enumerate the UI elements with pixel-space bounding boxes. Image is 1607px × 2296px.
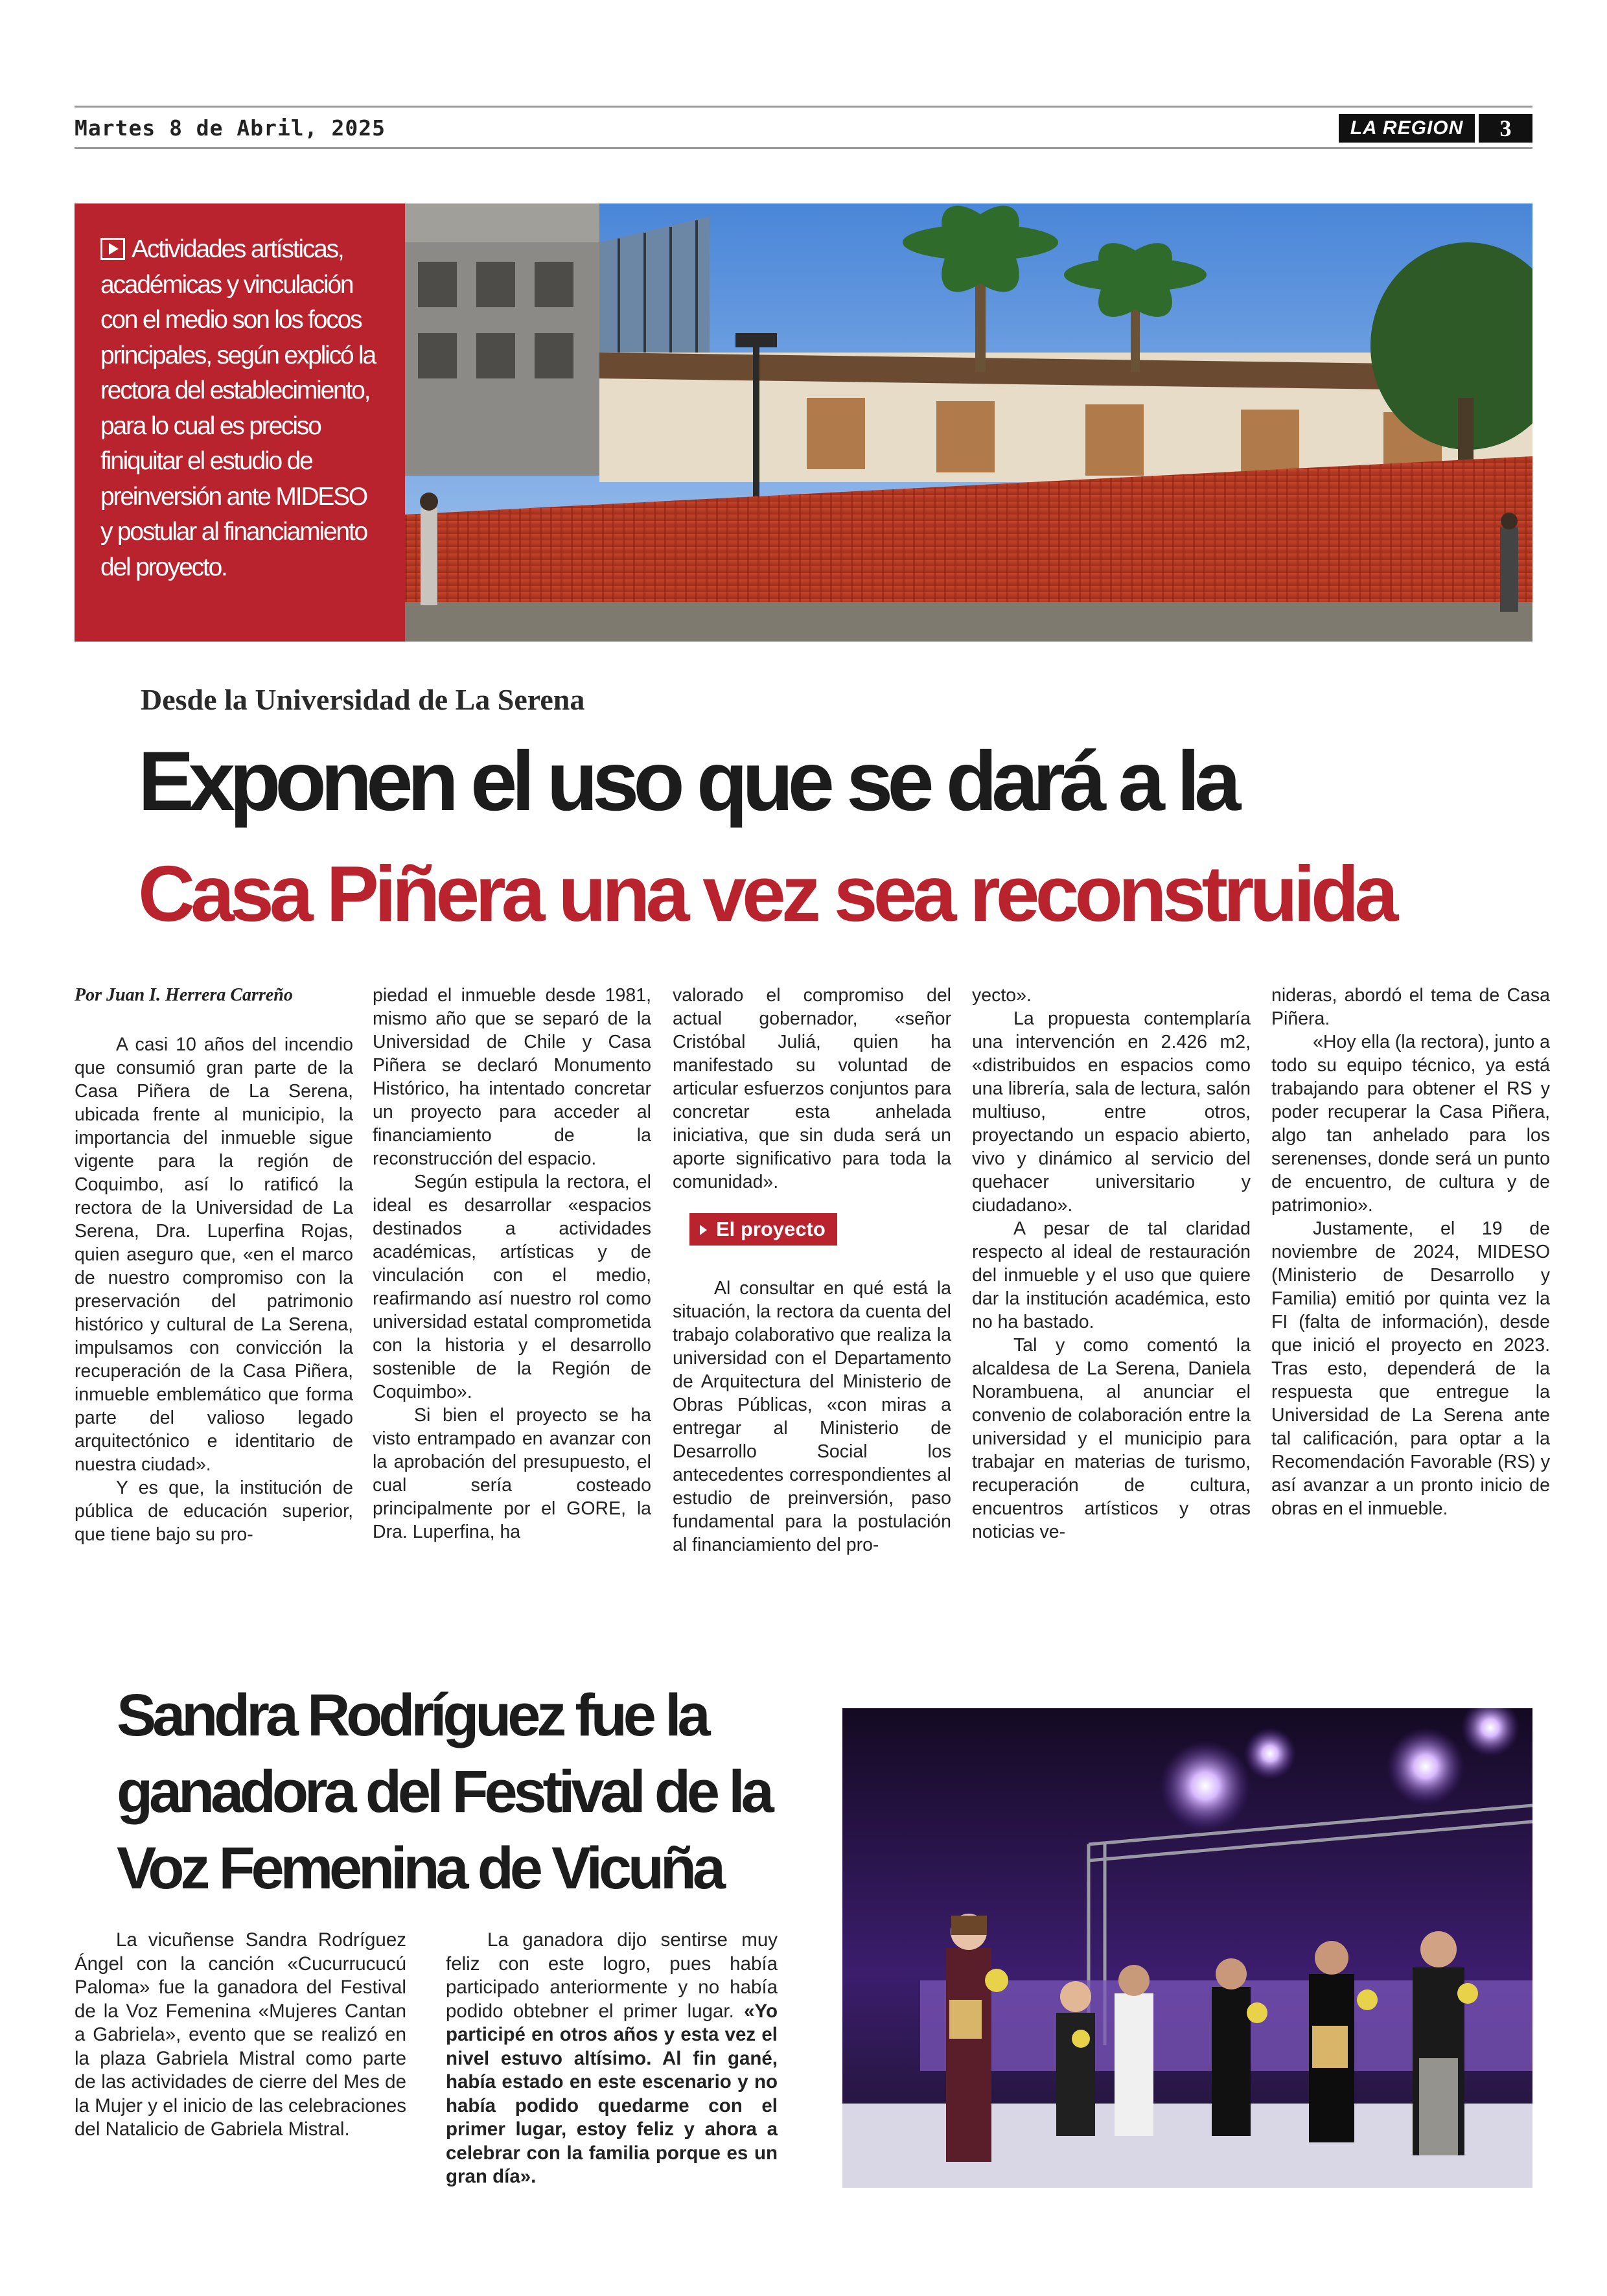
festival-paragraph-1: La vicuñense Sandra Rodríguez Ángel con la canción «Cucurrucucú Paloma» fue la ganadora del Festival de la Voz Femenina «Mujeres Cantan a Gabriela», evento que se realizó en la plaza Gabriela Mistral como parte de las actividades de cierre del Mes de la Mujer y el inicio de las celebraciones del Natalicio de Gabriela Mistral. bbox=[75, 1929, 406, 2140]
triangle-right-icon bbox=[700, 1225, 707, 1235]
casa-pinera-photo bbox=[405, 203, 1532, 642]
newspaper-logo: LA REGION bbox=[1339, 114, 1475, 143]
subhead-el-proyecto bbox=[689, 1213, 837, 1246]
article-paragraph-3: Según estipula la rectora, el ideal es desarrollar «espacios destinados a actividades académicas, artísticas y de vinculación con el medio, reafirmando así nuestro rol como universidad estatal comprometida con la historia y el desarrollo sostenible de la Región de Coquimbo». bbox=[373, 1172, 651, 1402]
headline-line-1: Exponen el uso que se dará a la bbox=[138, 734, 1236, 828]
article-paragraph-4-start: Si bien el proyecto se ha visto entrampado en avanzar con la aprobación del presupuesto, el cual sería costeado principalmente por el GORE, la Dra. Luperfina, ha bbox=[373, 1405, 651, 1542]
subhead-label: El proyecto bbox=[716, 1218, 826, 1240]
article-paragraph-8-start: Tal y como comentó la alcaldesa de La Serena, Daniela Norambuena, al anunciar el convenio de colaboración entre la universidad y el municipio para trabajar en materias de turismo, recuperación de cultura, encuentros artísticos y otras noticias ve- bbox=[972, 1335, 1251, 1542]
byline: Por Juan I. Herrera Carreño bbox=[75, 985, 293, 1005]
page-number: 3 bbox=[1479, 114, 1532, 143]
article-paragraph-5-end: yecto». bbox=[972, 985, 1032, 1006]
festival-paragraph-2-plain: La ganadora dijo sentirse muy feliz con este logro, pues había participado anteriormente y no había podido obtebner el primer lugar. bbox=[446, 1929, 778, 2022]
article-paragraph-2-end: piedad el inmueble desde 1981, mismo año que se separó de la Universidad de Chile y Casa Piñera se declaró Monumento Histórico, ha intentado concretar un proyecto para acceder al financiamiento de la reconstrucción del espacio. bbox=[373, 985, 651, 1169]
article-column-1 bbox=[75, 984, 353, 1546]
headline-festival: Sandra Rodríguez fue la ganadora del Festival de la Voz Femenina de Vicuña bbox=[117, 1682, 770, 1901]
photo-caption-text: Actividades artísticas, académicas y vinculación con el medio son los focos principales, según explicó la rectora del establecimiento, para lo cual es preciso finiquitar el estudio de preinversión ante MIDESO y postular al financiamiento del proyecto. bbox=[100, 235, 375, 581]
article-paragraph-9: «Hoy ella (la rectora), junto a todo su equipo técnico, ya está trabajando para obtener el RS y poder recuperar la Casa Piñera, algo tan anhelado para los serenenses, donde será un punto de encuentro, de cultura y de patrimonio». bbox=[1271, 1032, 1550, 1216]
header-rule-top bbox=[75, 106, 1532, 108]
festival-column-2 bbox=[446, 1929, 778, 2189]
article-paragraph-5-start: Al consultar en qué está la situación, la rectora da cuenta del trabajo colaborativo que realiza la universidad con el Departamento de Arquitectura del Ministerio de Obras Públicas, «con miras a entregar al Ministerio de Desarrollo Social los antecedentes correspondientes al estudio de preinversión, paso fundamental para la postulación al financiamiento del pro- bbox=[673, 1278, 951, 1555]
headline-line-2: Casa Piñera una vez sea reconstruida bbox=[138, 850, 1394, 938]
article-column-4 bbox=[972, 984, 1251, 1544]
article-paragraph-4-end: valorado el compromiso del actual gobernador, «señor Cristóbal Juliá, quien ha manifestado su voluntad de articular esfuerzos conjuntos para concretar esta anhelada iniciativa, que sin duda será un aporte significativo para toda la comunidad». bbox=[673, 985, 951, 1192]
article-paragraph-8-end: nideras, abordó el tema de Casa Piñera. bbox=[1271, 985, 1550, 1029]
festival-paragraph-2 bbox=[446, 1929, 778, 2189]
article-column-2 bbox=[373, 984, 651, 1544]
festival-quote: «Yo participé en otros años y esta vez el nivel estuvo altísimo. Al fin gané, había estado en este escenario y no había podido quedarme con el primer lugar, estoy feliz y ahora a celebrar con la familia porque es un gran día». bbox=[446, 2000, 778, 2187]
photo-caption-box bbox=[75, 203, 405, 642]
festival-column-1 bbox=[75, 1929, 406, 2142]
play-box-icon bbox=[100, 238, 125, 260]
article-column-5 bbox=[1271, 984, 1550, 1520]
article-paragraph-1: A casi 10 años del incendio que consumió gran parte de la Casa Piñera de La Serena, ubicada frente al municipio, la importancia del inmueble sigue vigente para la región de Coquimbo, así lo ratificó la rectora de la Universidad de La Serena, Dra. Luperfina Rojas, quien aseguro que, «en el marco de nuestro compromiso con la preservación del patrimonio histórico y cultural de La Serena, impulsamos con convicción la recuperación de la Casa Piñera, inmueble emblemático que forma parte del valioso legado arquitectónico e identitario de nuestra ciudad». bbox=[75, 1034, 353, 1475]
article-paragraph-10: Justamente, el 19 de noviembre de 2024, MIDESO (Ministerio de Desarrollo y Familia) emitió por quinta vez la FI (falta de información), desde que inició el proyecto en 2023. Tras esto, dependerá de la respuesta que entregue la Universidad de La Serena ante tal calificación, para optar a la Recomendación Favorable (RS) y así avanzar a un pronto inicio de obras en el inmueble. bbox=[1271, 1218, 1550, 1519]
article-paragraph-7: A pesar de tal claridad respecto al ideal de restauración del inmueble y el uso que quiere dar la institución académica, esto no ha bastado. bbox=[972, 1218, 1251, 1332]
header-rule-bottom bbox=[75, 147, 1532, 149]
issue-date: Martes 8 de Abril, 2025 bbox=[75, 115, 386, 141]
article-column-3 bbox=[673, 984, 951, 1557]
article-paragraph-6: La propuesta contemplaría una intervención en 2.426 m2, «distribuidos en espacios como una librería, sala de lectura, salón multiuso, entre otros, proyectando un espacio abierto, vivo y dinámico al servicio del quehacer universitario y ciudadano». bbox=[972, 1008, 1251, 1216]
article-kicker: Desde la Universidad de La Serena bbox=[141, 683, 585, 716]
article-paragraph-2-start: Y es que, la institución de pública de educación superior, que tiene bajo su pro- bbox=[75, 1478, 353, 1545]
festival-stage-photo bbox=[842, 1708, 1532, 2188]
